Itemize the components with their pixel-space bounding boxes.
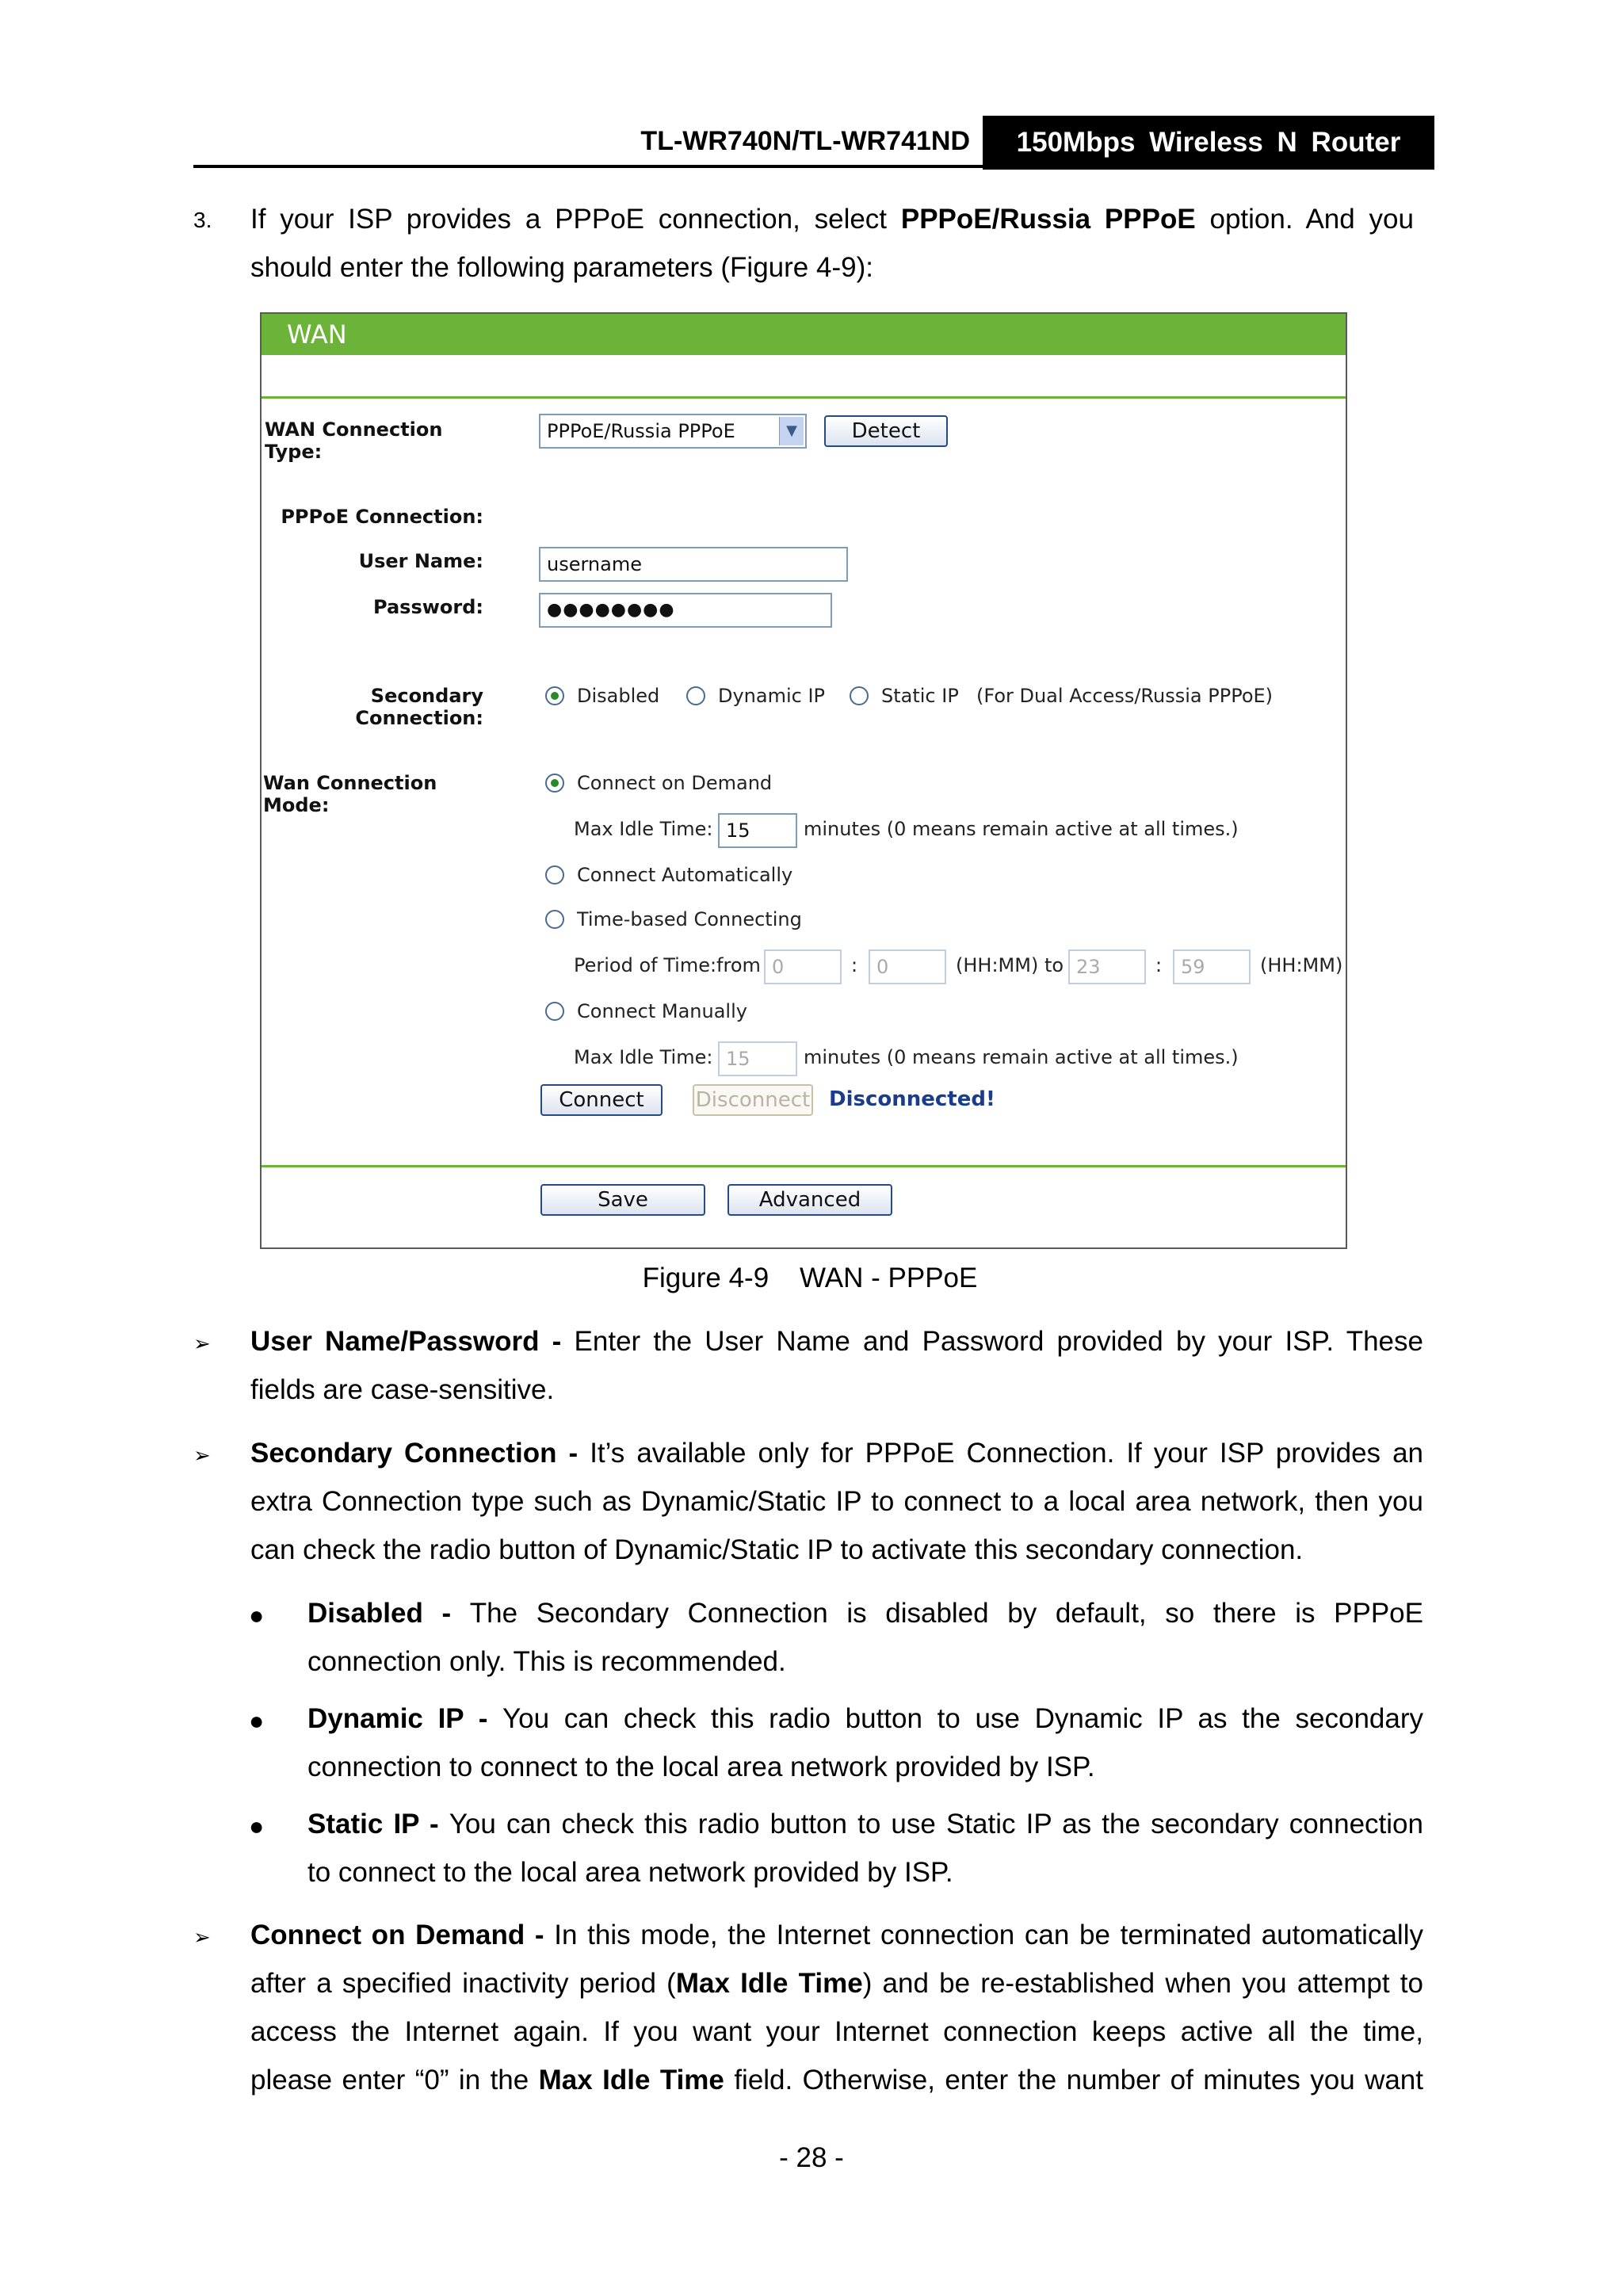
sub-dynamic-line-2: connection to connect to the local area network provided by ISP. — [307, 1752, 1095, 1782]
bullet-demand-line-1: Connect on Demand - In this mode, the Internet connection can be terminated automatically — [250, 1920, 1423, 1950]
mode-auto-label: Connect Automatically — [577, 864, 793, 886]
step-number: 3. — [193, 208, 212, 232]
mode-time-label: Time-based Connecting — [577, 908, 802, 930]
save-button[interactable]: Save — [540, 1184, 705, 1216]
sub-dynamic-line-1: Dynamic IP - You can check this radio button to use Dynamic IP as the secondary — [307, 1703, 1423, 1734]
bullet-username-line-2: fields are case-sensitive. — [250, 1374, 555, 1405]
period-to-hour-input[interactable]: 23 — [1068, 949, 1146, 984]
sub-static-line-1: Static IP - You can check this radio button to use Static IP as the secondary connection — [307, 1809, 1423, 1839]
period-to-label: (HH:MM) to — [956, 954, 1064, 976]
max-idle-label: Max Idle Time: — [574, 818, 713, 840]
username-label: User Name: — [358, 550, 483, 572]
period-colon-1: : — [851, 954, 858, 976]
detect-button[interactable]: Detect — [824, 415, 948, 447]
arrow-bullet-icon: ➢ — [193, 1443, 211, 1467]
bullet-demand-line-4: please enter “0” in the Max Idle Time field. Otherwise, enter the number of minutes you want — [250, 2065, 1423, 2095]
mode-auto-radio[interactable] — [545, 865, 564, 884]
mode-manual-label: Connect Manually — [577, 1000, 747, 1022]
connect-button[interactable]: Connect — [540, 1084, 663, 1116]
panel-top-separator — [262, 396, 1346, 399]
secondary-disabled-radio[interactable] — [545, 686, 564, 705]
step-line-1: If your ISP provides a PPPoE connection, select PPPoE/Russia PPPoE option. And you — [250, 204, 1414, 235]
arrow-bullet-icon: ➢ — [193, 1925, 211, 1949]
sub-disabled-line-2: connection only. This is recommended. — [307, 1646, 786, 1677]
manual-max-idle-label: Max Idle Time: — [574, 1046, 713, 1068]
secondary-dynamic-ip-radio[interactable] — [686, 686, 705, 705]
period-from-hour-input[interactable]: 0 — [764, 949, 842, 984]
panel-header — [262, 314, 1346, 355]
bullet-demand-line-2: after a specified inactivity period (Max Idle Time) and be re-established when you attempt to — [250, 1968, 1423, 1999]
secondary-static-ip-radio[interactable] — [850, 686, 869, 705]
wan-mode-label: Wan Connection Mode: — [263, 772, 437, 816]
period-from-minute-input[interactable]: 0 — [869, 949, 946, 984]
secondary-static-ip-label: Static IP — [881, 685, 959, 707]
wan-type-value: PPPoE/Russia PPPoE — [547, 420, 735, 442]
period-to-minute-input[interactable]: 59 — [1173, 949, 1251, 984]
page-number: - 28 - — [779, 2142, 844, 2173]
sub-static-line-2: to connect to the local area network provided by ISP. — [307, 1857, 953, 1888]
period-colon-2: : — [1155, 954, 1163, 976]
step-line-2: should enter the following parameters (Figure 4-9): — [250, 252, 873, 283]
chevron-down-icon: ▼ — [779, 417, 804, 445]
arrow-bullet-icon: ➢ — [193, 1331, 211, 1355]
max-idle-note: minutes (0 means remain active at all times.) — [804, 818, 1239, 840]
period-label: Period of Time:from — [574, 954, 761, 976]
mode-on-demand-label: Connect on Demand — [577, 772, 773, 794]
password-label: Password: — [373, 596, 483, 618]
dot-bullet-icon: ● — [249, 1706, 265, 1735]
bullet-secondary-line-1: Secondary Connection - It’s available only for PPPoE Connection. If your ISP provides an — [250, 1438, 1423, 1469]
bullet-secondary-line-3: can check the radio button of Dynamic/Static IP to activate this secondary connection. — [250, 1534, 1304, 1565]
wan-type-select[interactable] — [539, 414, 807, 449]
mode-on-demand-radio[interactable] — [545, 774, 564, 793]
secondary-dynamic-ip-label: Dynamic IP — [718, 685, 826, 707]
advanced-button[interactable]: Advanced — [727, 1184, 892, 1216]
pppoe-connection-label: PPPoE Connection: — [281, 506, 483, 528]
password-input[interactable]: ●●●●●●●● — [539, 593, 832, 628]
mode-manual-radio[interactable] — [545, 1002, 564, 1021]
secondary-connection-label: Secondary Connection: — [355, 685, 483, 729]
header-rule — [193, 165, 986, 168]
panel-title: WAN — [287, 319, 347, 350]
figure-caption: Figure 4-9 WAN - PPPoE — [642, 1263, 978, 1293]
secondary-disabled-label: Disabled — [577, 685, 660, 707]
wan-type-label: WAN Connection Type: — [265, 418, 443, 463]
dot-bullet-icon: ● — [249, 1812, 265, 1840]
panel-bottom-separator — [262, 1165, 1346, 1167]
manual-max-idle-input[interactable]: 15 — [718, 1041, 797, 1076]
mode-time-radio[interactable] — [545, 910, 564, 929]
wan-settings-panel — [260, 312, 1347, 1249]
dot-bullet-icon: ● — [249, 1601, 265, 1629]
bullet-username-line-1: User Name/Password - Enter the User Name and Password provided by your ISP. These — [250, 1326, 1423, 1357]
connection-status: Disconnected! — [829, 1087, 995, 1111]
bullet-secondary-line-2: extra Connection type such as Dynamic/Static IP to connect to a local area network, then you — [250, 1486, 1423, 1517]
sub-disabled-line-1: Disabled - The Secondary Connection is disabled by default, so there is PPPoE — [307, 1598, 1423, 1629]
secondary-note: (For Dual Access/Russia PPPoE) — [976, 685, 1274, 707]
max-idle-input[interactable]: 15 — [718, 813, 797, 848]
bullet-demand-line-3: access the Internet again. If you want your Internet connection keeps active all the time, — [250, 2016, 1423, 2047]
disconnect-button[interactable]: Disconnect — [693, 1084, 813, 1116]
period-hhmm-label: (HH:MM) — [1260, 954, 1343, 976]
username-input[interactable]: username — [539, 547, 848, 582]
header-model: TL-WR740N/TL-WR741ND — [640, 126, 970, 156]
manual-max-idle-note: minutes (0 means remain active at all times.) — [804, 1046, 1239, 1068]
header-product: 150Mbps Wireless N Router — [983, 116, 1434, 170]
